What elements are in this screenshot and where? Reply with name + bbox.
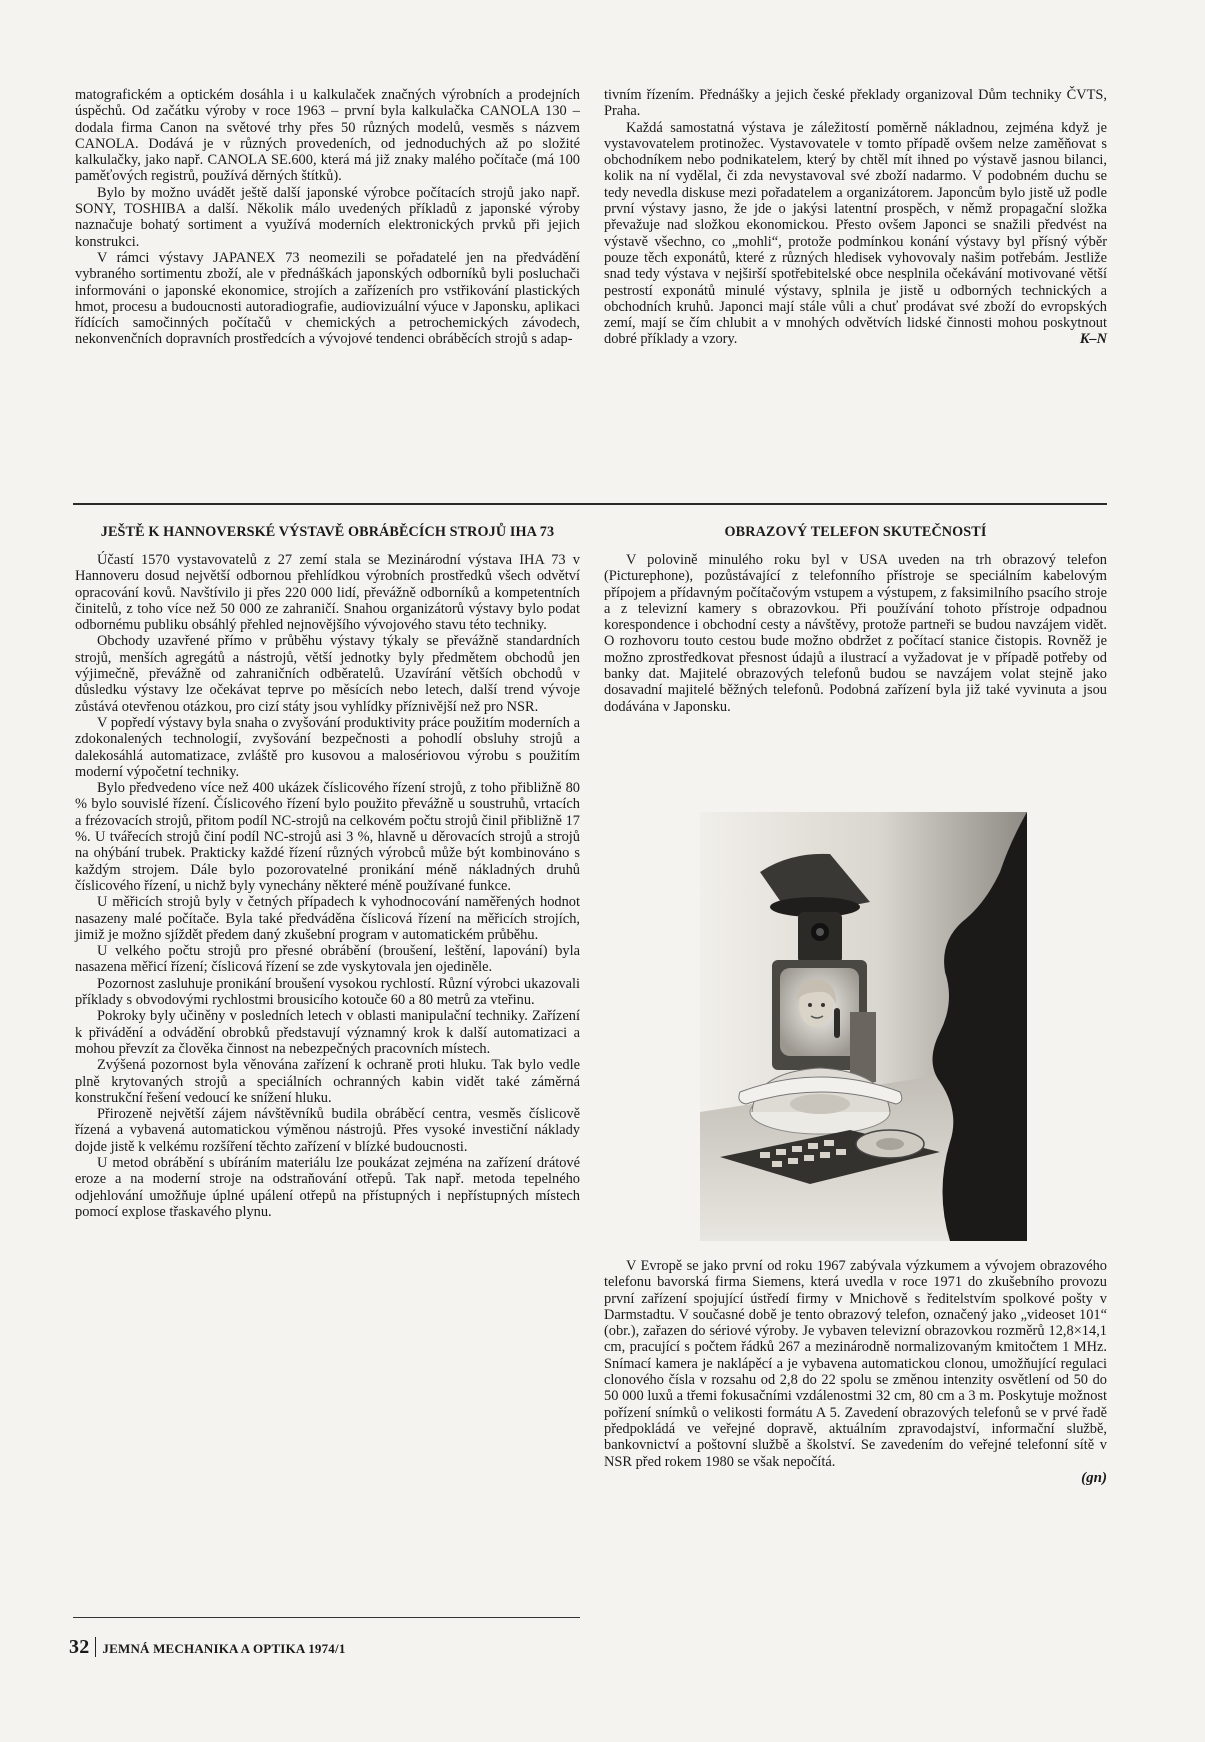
paragraph: U velkého počtu strojů pro přesné obrábění (broušení, leštění, lapování) byla nasazena měřicí řízení; číslicová řízení se zde vyskytovala jen ojediněle. — [75, 943, 580, 976]
paragraph: Bylo by možno uvádět ještě další japonské výrobce počítacích strojů jako např. SONY, TOSHIBA a další. Několik málo uvedených příkladů z japonské výroby naznačuje bohatý sortiment a využívá moderních elektronických prvků při jejich konstrukci. — [75, 184, 580, 250]
paragraph: V rámci výstavy JAPANEX 73 neomezili se pořadatelé jen na předvádění vybraného sortimentu zboží, ale v přednáškách japonských odborníků byli posluchači informováni o japonské ekonomice, strojích a zařízeních pro vstřikování plastických hmot, procesu a budoucnosti autoradiografie, audiovizuální výuce v Japonsku, aplikaci řídících samočinných počítačů v chemických a petrochemických závodech, nekonvenčních dopravních prostředcích a vývojové tendenci obráběcích strojů s adap- — [75, 249, 580, 348]
article-title: OBRAZOVÝ TELEFON SKUTEČNOSTÍ — [724, 524, 987, 540]
paragraph: Bylo předvedeno více než 400 ukázek číslicového řízení strojů, z toho přibližně 80 % bylo souvislé řízení. Číslicového řízení bylo použito převážně u soustruhů, vrtacích a frézovacích strojů, přitom podíl NC-strojů na celkovém počtu strojů činil přibližně 17 %. U tvářecích strojů činí podíl NC-strojů asi 3 %, hlavně u děrovacích strojů a strojů na ohýbání trubek. Prakticky každé řízení různých výrobců může být kombinováno s každým strojem. Dále bylo pozorovatelné pronikání méně nákladných druhů číslicového řízení, u nichž byly vynechány některé méně používané funkce. — [75, 780, 580, 894]
journal-title: JEMNÁ MECHANIKA A OPTIKA 1974/1 — [102, 1641, 346, 1656]
footer-divider — [73, 1617, 580, 1618]
section-divider — [73, 503, 1107, 505]
paragraph: Účastí 1570 vystavovatelů z 27 zemí stala se Mezinárodní výstava IHA 73 v Hannoveru dosud největší odbornou přehlídkou výrobních prostředků všech odvětví opracování kovů. Navštívilo ji přes 220 000 lidí, převážně odborníků a kompetentních činitelů, z toho více než 50 000 ze zahraničí. Snahou organizátorů výstavy bylo podat odbornému publiku obsáhlý přehled nejnovějšího vývojového stavu této techniky. — [75, 552, 580, 634]
author-signature: (gn) — [1081, 1469, 1107, 1486]
page-footer — [69, 1636, 346, 1659]
paragraph: U měřicích strojů byly v četných případech k vyhodnocování naměřených hodnot nasazeny malé počítače. Byla také předváděna číslicová řízení na měřicích strojích, jimiž je možno sjíždět předem daný zkušební program v automatickém průběhu. — [75, 894, 580, 943]
page-number: 32 — [69, 1636, 90, 1658]
paragraph: U metod obrábění s ubíráním materiálu lze poukázat zejména na zařízení drátové eroze a na moderní stroje na odstraňování otřepů. Tak např. metoda tepelného odjehlování umožňuje úplné upálení otřepů na přístupných i nepřístupných místech pomocí explose třaskavého plynu. — [75, 1154, 580, 1220]
videophone-photo — [700, 812, 1027, 1241]
paragraph — [604, 120, 1107, 348]
paragraph: Obchody uzavřené přímo v průběhu výstavy týkaly se převážně standardních strojů, menších agregátů a nástrojů, větší jednotky byly předmětem obchodů jen výjimečně, převážně od zahraničních odběratelů. Uzavírání větších obchodů v důsledku výstavy lze očekávat teprve po měsících nebo letech, další trend vývoje zůstává otevřenou otázkou, pro cizí státy jsou vyhlídky příznivější než pro NSR. — [75, 633, 580, 715]
paragraph: V popředí výstavy byla snaha o zvyšování produktivity práce použitím moderních a zdokonalených technologií, zvyšování bezpečnosti a pohodlí obsluhy strojů a dalekosáhlá automatizace, zvláště pro kusovou a malosériovou výrobu s použitím moderní výpočetní techniky. — [75, 714, 580, 780]
article-videophone-continued — [604, 1258, 1107, 1486]
paragraph: Zvýšená pozornost byla věnována zařízení k ochraně proti hluku. Tak bylo vedle plně krytovaných strojů a speciálních ochranných kabin vidět také záměrná konstrukční řešení vedoucí ke snížení hluku. — [75, 1057, 580, 1106]
top-right-column — [604, 87, 1107, 348]
article-hannover — [75, 524, 580, 1220]
top-left-column — [75, 87, 580, 348]
paragraph: matografickém a optickém dosáhla i u kalkulaček značných výrobních a prodejních úspěchů. Od začátku výroby v roce 1963 – první byla kalkulačka CANOLA 130 – dodala firma Canon na světové trhy přes 50 různých modelů, vesměs s názvem CANOLA. Dodává je v různých provedeních, od jednoduchých až po složité kalkulačky, jako např. CANOLA SE.600, která má již znaky malého počítače (má 100 paměťových registrů, používá děrných štítků). — [75, 87, 580, 185]
paragraph: Pozornost zasluhuje pronikání broušení vysokou rychlostí. Různí výrobci ukazovali příklady s obvodovými rychlostmi brousicího kotouče 60 a 80 metrů za vteřinu. — [75, 975, 580, 1009]
article-title: JEŠTĚ K HANNOVERSKÉ VÝSTAVĚ OBRÁBĚCÍCH STROJŮ IHA 73 — [100, 524, 555, 540]
paragraph-text: Každá samostatná výstava je záležitostí poměrně nákladnou, zejména když je vystavovatelem protinožec. Vystavovatele v tomto případě ovšem nelze zaměňovat s obchodníkem nebo podnikatelem, který by chtěl mít ihned po výstavě jasnou bilanci, kolik na ní vydělal, či zda nevystavoval své zboží nadarmo. V podobném duchu se tedy nevedla diskuse mezi pořadatelem a organizátorem. Japoncům bylo jistě už podle první výstavy jasno, že jde o jakýsi latentní prospěch, v němž propagační složka převažuje nad složkou ekonomickou. Přesto ovšem Japonci se snažili předvést na výstavě všechno, co „mohli“, protože podmínkou konání výstavy byl přísný výběr pouze těch exponátů, které z různých hledisek vyhovovaly našim potřebám. Jestliže snad tedy výstava v nejširší spotřebitelské obce nesplnila očekávání motivované větší pestrostí exponátů minulé výstavy, splnila je jistě u odborných technických a obchodních kruhů. Japonci mají stále vůli a chuť prodávat své zboží do evropských zemí, mají se čím chlubit a v mnohých odvětvích lidské činnosti mohou poskytnout dobré příklady a vzory. — [604, 119, 1107, 348]
paragraph: Přirozeně největší zájem návštěvníků budila obráběcí centra, vesměs číslicově řízená a vybavená automatickou výměnou nástrojů. Přes vysoké investiční náklady dojde jistě k velkému rozšíření těchto zařízení v blízké budoucnosti. — [75, 1106, 580, 1155]
article-videophone — [604, 524, 1107, 715]
paragraph: tivním řízením. Přednášky a jejich české překlady organizoval Dům techniky ČVTS, Praha. — [604, 87, 1107, 120]
paragraph: Pokroky byly učiněny v posledních letech v oblasti manipulační techniky. Zařízení k přivádění a odvádění obrobků představují významný krok k další automatizaci a mohou převzít za člověka činnost na nebezpečných pracovních místech. — [75, 1008, 580, 1057]
paragraph: V Evropě se jako první od roku 1967 zabývala výzkumem a vývojem obrazového telefonu bavorská firma Siemens, která uvedla v roce 1971 do zkušebního provozu první zařízení spojující ústředí firmy v Mnichově s ředitelstvím spolkové pošty v Darmstadtu. V současné době je tento obrazový telefon, označený jako „videoset 101“ (obr.), zařazen do sériové výroby. Je vybaven televizní obrazovkou rozměrů 12,8×14,1 cm, pracující s počtem řádků 267 a mezinárodně normalizovaným kmitočtem 1 MHz. Snímací kamera je naklápěcí a je vybavena automatickou clonou, umožňující regulaci clonového čísla v rozsahu od 2,8 do 22 spolu se změnou intenzity osvětlení od 50 do 50 000 luxů a třemi fokusačními vzdálenostmi 32 cm, 80 cm a 3 m. Poskytuje možnost pořízení snímků o velikosti formátu A 5. Zavedení obrazových telefonů se v prvé řadě předpokládá ve veřejné dopravě, aktuálním zpravodajství, informační službě, bankovnictví a poštovní službě a školství. Se zavedením do veřejné telefonní sítě v NSR před rokem 1980 se však nepočítá. — [604, 1258, 1107, 1470]
paragraph: V polovině minulého roku byl v USA uveden na trh obrazový telefon (Picturephone), pozůstávající z telefonního přístroje se speciálním kabelovým přípojem a přídavným počítačovým vstupem a výstupem, z faksimilního psacího stroje a z televizní kamery s obrazovkou. Při používání tohoto přístroje odpadnou korespondence i obchodní cesty a návštěvy, protože partneři se budou navzájem vidět. O rozhovoru touto cestou bude možno obdržet z počítací stanice čistopis. Rovněž je možno zprostředkovat přesnost údajů a ilustrací a vyžadovat je v případě potřeby od banky dat. Majitelé obrazových telefonů budou se navzájem volat stejně jako dosavadní majitelé běžných telefonů. Podobná zařízení byla již také vyvinuta a jsou dodávána v Japonsku. — [604, 552, 1107, 715]
footer-separator — [95, 1637, 96, 1657]
author-signature: K–N — [1079, 331, 1107, 348]
